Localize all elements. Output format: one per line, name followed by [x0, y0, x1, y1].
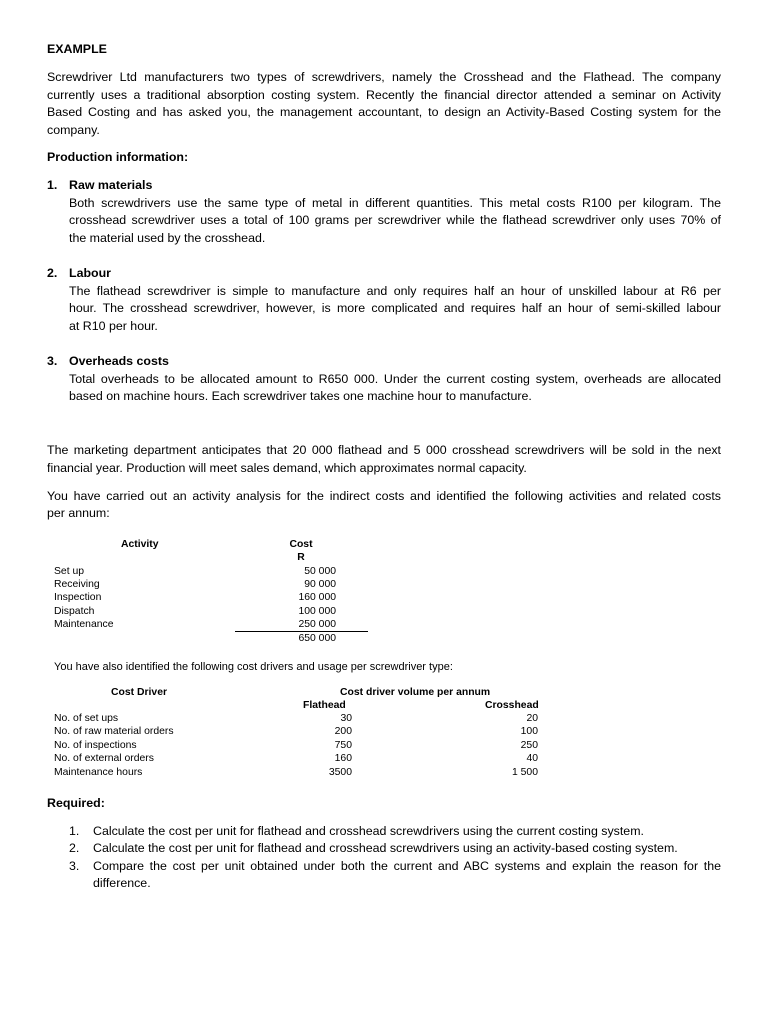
marketing-line: financial year. Production will meet sales demand, which approximates normal capacity.	[47, 461, 527, 475]
flathead-volume: 200	[334, 726, 352, 737]
cost-header: Cost	[289, 539, 313, 550]
crosshead-volume: 1 500	[511, 767, 538, 778]
activity-intro-line: per annum:	[47, 506, 110, 520]
section-line: the material used by the crosshead.	[69, 231, 266, 245]
activity-name: Receiving	[54, 579, 100, 590]
activity-cost: 50 000	[304, 566, 336, 577]
intro-line: currently uses a traditional absorption costing system. Recently the financial director attended a seminar on Activity	[47, 88, 721, 102]
driver-header: Cost Driver	[111, 687, 168, 698]
marketing-line: The marketing department anticipates that 20 000 flathead and 5 000 crosshead screwdrivers will be sold in the next	[47, 443, 721, 457]
driver-name: No. of external orders	[54, 753, 154, 764]
production-heading: Production information:	[47, 150, 189, 164]
driver-name: Maintenance hours	[54, 767, 143, 778]
intro-line: Screwdriver Ltd manufacturers two types of screwdrivers, namely the Crosshead and the Flathead. The company	[47, 70, 721, 84]
section-number: 2.	[47, 266, 58, 280]
intro-line: company.	[47, 123, 100, 137]
section-line: based on machine hours. Each screwdriver takes one machine hour to manufacture.	[69, 389, 532, 403]
section-title: Raw materials	[69, 178, 153, 192]
activity-name: Maintenance	[54, 619, 114, 630]
required-line: Calculate the cost per unit for flathead and crosshead screwdrivers using the current costing system.	[93, 824, 644, 838]
section-line: crosshead screwdriver uses a total of 100 grams per screwdriver while the flathead screwdriver only uses 70% of	[69, 213, 721, 227]
required-line: difference.	[93, 876, 151, 890]
activity-intro-line: You have carried out an activity analysis for the indirect costs and identified the following activities and related costs	[47, 489, 721, 503]
driver-intro: You have also identified the following cost drivers and usage per screwdriver type:	[54, 661, 453, 673]
page-heading: EXAMPLE	[47, 42, 107, 56]
activity-cost: 90 000	[304, 579, 336, 590]
activity-header: Activity	[121, 539, 159, 550]
required-number: 3.	[69, 859, 80, 873]
section-number: 3.	[47, 354, 58, 368]
crosshead-volume: 20	[526, 713, 538, 724]
section-line: hour. The crosshead screwdriver, however, is more complicated and requires half an hour of semi-skilled labour	[69, 301, 721, 315]
crosshead-volume: 100	[520, 726, 538, 737]
crosshead-volume: 250	[520, 740, 538, 751]
driver-name: No. of set ups	[54, 713, 119, 724]
required-heading: Required:	[47, 796, 105, 810]
section-line: Both screwdrivers use the same type of metal in different quantities. This metal costs R100 per kilogram. The	[69, 196, 721, 210]
flathead-volume: 3500	[328, 767, 352, 778]
required-number: 2.	[69, 841, 80, 855]
activity-name: Dispatch	[54, 606, 95, 617]
cost-unit-header: R	[297, 552, 305, 563]
intro-line: Based Costing and has asked you, the management accountant, to design an Activity-Based Costing system for the	[47, 105, 721, 119]
required-line: Calculate the cost per unit for flathead and crosshead screwdrivers using an activity-based costing system.	[93, 841, 678, 855]
flathead-header: Flathead	[303, 700, 346, 711]
activity-cost: 250 000	[298, 619, 336, 630]
driver-name: No. of inspections	[54, 740, 137, 751]
section-line: The flathead screwdriver is simple to manufacture and only requires half an hour of unskilled labour at R6 per	[69, 284, 721, 298]
activity-name: Inspection	[54, 592, 102, 603]
activity-name: Set up	[54, 566, 85, 577]
section-number: 1.	[47, 178, 58, 192]
flathead-volume: 30	[340, 713, 352, 724]
required-line: Compare the cost per unit obtained under both the current and ABC systems and explain the reason for the	[93, 859, 721, 873]
section-line: at R10 per hour.	[69, 319, 158, 333]
crosshead-header: Crosshead	[485, 700, 539, 711]
flathead-volume: 160	[334, 753, 352, 764]
flathead-volume: 750	[334, 740, 352, 751]
section-title: Overheads costs	[69, 354, 169, 368]
required-number: 1.	[69, 824, 80, 838]
driver-name: No. of raw material orders	[54, 726, 174, 737]
crosshead-volume: 40	[526, 753, 538, 764]
activity-cost: 160 000	[298, 592, 336, 603]
section-title: Labour	[69, 266, 111, 280]
activity-cost: 100 000	[298, 606, 336, 617]
section-line: Total overheads to be allocated amount to R650 000. Under the current costing system, overheads are allocated	[69, 372, 721, 386]
activity-total: 650 000	[298, 633, 336, 644]
volume-header: Cost driver volume per annum	[340, 687, 491, 698]
